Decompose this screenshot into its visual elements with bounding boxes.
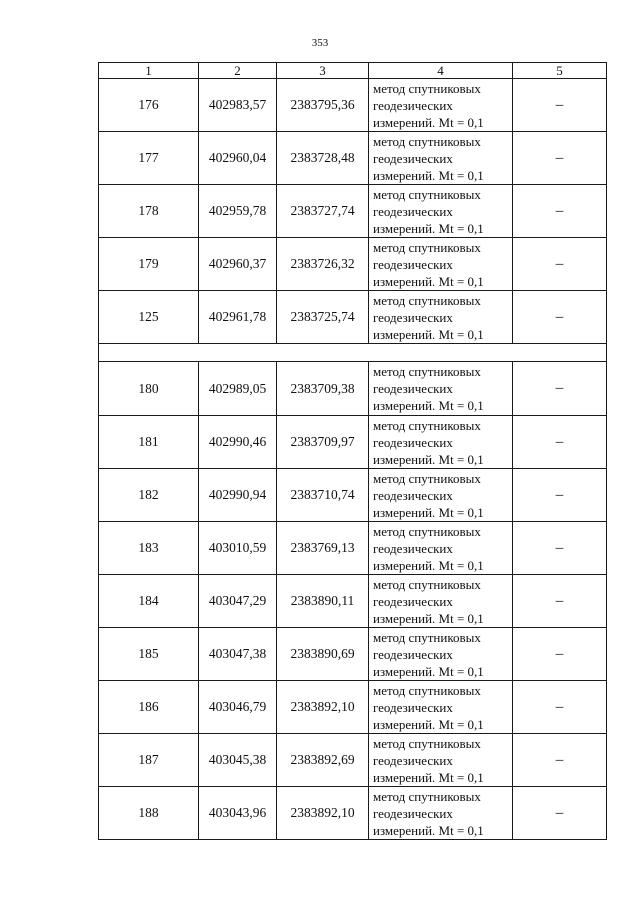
method-line: геодезических	[373, 646, 453, 662]
method-cell	[369, 628, 513, 681]
method-line: метод спутниковых	[373, 80, 481, 96]
note-cell: –	[513, 79, 607, 132]
x-coordinate-cell: 403047,29	[199, 575, 277, 628]
x-coordinate-cell: 402989,05	[199, 362, 277, 416]
y-coordinate-cell: 2383725,74	[277, 291, 369, 344]
y-coordinate-cell: 2383769,13	[277, 522, 369, 575]
method-line: геодезических	[373, 805, 453, 821]
table-row	[99, 291, 607, 344]
point-number-cell: 180	[99, 362, 199, 416]
method-cell	[369, 79, 513, 132]
note-cell: –	[513, 416, 607, 469]
method-line: метод спутниковых	[373, 417, 481, 433]
x-coordinate-cell: 402960,04	[199, 132, 277, 185]
method-cell	[369, 469, 513, 522]
x-coordinate-cell: 402983,57	[199, 79, 277, 132]
x-coordinate-cell: 403045,38	[199, 734, 277, 787]
point-number-cell: 185	[99, 628, 199, 681]
point-number-cell: 181	[99, 416, 199, 469]
point-number-cell: 188	[99, 787, 199, 840]
note-cell: –	[513, 787, 607, 840]
header-row	[99, 63, 607, 79]
x-coordinate-cell: 402990,94	[199, 469, 277, 522]
method-line: измерений. Mt = 0,1	[373, 326, 484, 342]
note-cell: –	[513, 362, 607, 416]
method-line: метод спутниковых	[373, 788, 481, 804]
table-row	[99, 238, 607, 291]
method-line: метод спутниковых	[373, 576, 481, 592]
table-row	[99, 628, 607, 681]
group-separator-cell	[99, 344, 607, 362]
method-cell	[369, 132, 513, 185]
method-cell	[369, 185, 513, 238]
y-coordinate-cell: 2383727,74	[277, 185, 369, 238]
method-line: метод спутниковых	[373, 735, 481, 751]
method-line: метод спутниковых	[373, 239, 481, 255]
method-line: геодезических	[373, 150, 453, 166]
method-line: измерений. Mt = 0,1	[373, 398, 484, 413]
point-number-cell: 179	[99, 238, 199, 291]
table-row	[99, 469, 607, 522]
point-number-cell: 176	[99, 79, 199, 132]
note-cell: –	[513, 185, 607, 238]
y-coordinate-cell: 2383892,69	[277, 734, 369, 787]
table-row	[99, 522, 607, 575]
method-line: метод спутниковых	[373, 523, 481, 539]
method-cell	[369, 787, 513, 840]
method-line: метод спутниковых	[373, 470, 481, 486]
method-line: измерений. Mt = 0,1	[373, 220, 484, 236]
method-cell	[369, 575, 513, 628]
table-row	[99, 79, 607, 132]
coordinates-table	[98, 62, 607, 840]
y-coordinate-cell: 2383795,36	[277, 79, 369, 132]
y-coordinate-cell: 2383710,74	[277, 469, 369, 522]
note-cell: –	[513, 734, 607, 787]
method-line: измерений. Mt = 0,1	[373, 114, 484, 130]
method-cell	[369, 291, 513, 344]
method-line: метод спутниковых	[373, 186, 481, 202]
y-coordinate-cell: 2383892,10	[277, 787, 369, 840]
point-number-cell: 178	[99, 185, 199, 238]
note-cell: –	[513, 681, 607, 734]
table-body	[99, 79, 607, 840]
method-cell	[369, 416, 513, 469]
table-row	[99, 734, 607, 787]
x-coordinate-cell: 402990,46	[199, 416, 277, 469]
method-line: геодезических	[373, 256, 453, 272]
y-coordinate-cell: 2383726,32	[277, 238, 369, 291]
point-number-cell: 186	[99, 681, 199, 734]
method-line: измерений. Mt = 0,1	[373, 273, 484, 289]
column-header: 5	[513, 63, 607, 79]
point-number-cell: 182	[99, 469, 199, 522]
method-line: измерений. Mt = 0,1	[373, 557, 484, 573]
method-line: метод спутниковых	[373, 682, 481, 698]
method-line: геодезических	[373, 434, 453, 450]
table-row	[99, 681, 607, 734]
method-line: метод спутниковых	[373, 133, 481, 149]
point-number-cell: 125	[99, 291, 199, 344]
y-coordinate-cell: 2383728,48	[277, 132, 369, 185]
x-coordinate-cell: 403010,59	[199, 522, 277, 575]
table-row	[99, 132, 607, 185]
method-cell	[369, 362, 513, 416]
method-line: геодезических	[373, 540, 453, 556]
method-line: измерений. Mt = 0,1	[373, 504, 484, 520]
method-line: измерений. Mt = 0,1	[373, 451, 484, 467]
y-coordinate-cell: 2383890,69	[277, 628, 369, 681]
method-line: измерений. Mt = 0,1	[373, 769, 484, 785]
x-coordinate-cell: 403043,96	[199, 787, 277, 840]
method-line: геодезических	[373, 97, 453, 113]
table-row	[99, 185, 607, 238]
table-row	[99, 787, 607, 840]
group-separator-row	[99, 344, 607, 362]
y-coordinate-cell: 2383709,97	[277, 416, 369, 469]
note-cell: –	[513, 522, 607, 575]
note-cell: –	[513, 238, 607, 291]
y-coordinate-cell: 2383709,38	[277, 362, 369, 416]
point-number-cell: 183	[99, 522, 199, 575]
table-row	[99, 416, 607, 469]
method-line: измерений. Mt = 0,1	[373, 663, 484, 679]
y-coordinate-cell: 2383890,11	[277, 575, 369, 628]
x-coordinate-cell: 402959,78	[199, 185, 277, 238]
method-cell	[369, 238, 513, 291]
method-line: измерений. Mt = 0,1	[373, 610, 484, 626]
x-coordinate-cell: 403046,79	[199, 681, 277, 734]
method-line: метод спутниковых	[373, 364, 481, 379]
method-line: измерений. Mt = 0,1	[373, 822, 484, 838]
x-coordinate-cell: 403047,38	[199, 628, 277, 681]
y-coordinate-cell: 2383892,10	[277, 681, 369, 734]
point-number-cell: 177	[99, 132, 199, 185]
page-number: 353	[311, 37, 329, 49]
point-number-cell: 184	[99, 575, 199, 628]
method-cell	[369, 681, 513, 734]
table-row	[99, 575, 607, 628]
x-coordinate-cell: 402960,37	[199, 238, 277, 291]
method-cell	[369, 734, 513, 787]
x-coordinate-cell: 402961,78	[199, 291, 277, 344]
method-line: геодезических	[373, 309, 453, 325]
method-line: геодезических	[373, 752, 453, 768]
column-header: 4	[369, 63, 513, 79]
note-cell: –	[513, 628, 607, 681]
note-cell: –	[513, 291, 607, 344]
column-header: 2	[199, 63, 277, 79]
point-number-cell: 187	[99, 734, 199, 787]
method-line: геодезических	[373, 699, 453, 715]
column-header: 1	[99, 63, 199, 79]
column-header: 3	[277, 63, 369, 79]
method-line: метод спутниковых	[373, 629, 481, 645]
method-line: геодезических	[373, 487, 453, 503]
note-cell: –	[513, 469, 607, 522]
method-line: геодезических	[373, 593, 453, 609]
method-line: измерений. Mt = 0,1	[373, 716, 484, 732]
method-line: геодезических	[373, 203, 453, 219]
method-line: измерений. Mt = 0,1	[373, 167, 484, 183]
note-cell: –	[513, 132, 607, 185]
note-cell: –	[513, 575, 607, 628]
method-line: метод спутниковых	[373, 292, 481, 308]
table-row	[99, 362, 607, 416]
method-line: геодезических	[373, 381, 453, 396]
method-cell	[369, 522, 513, 575]
